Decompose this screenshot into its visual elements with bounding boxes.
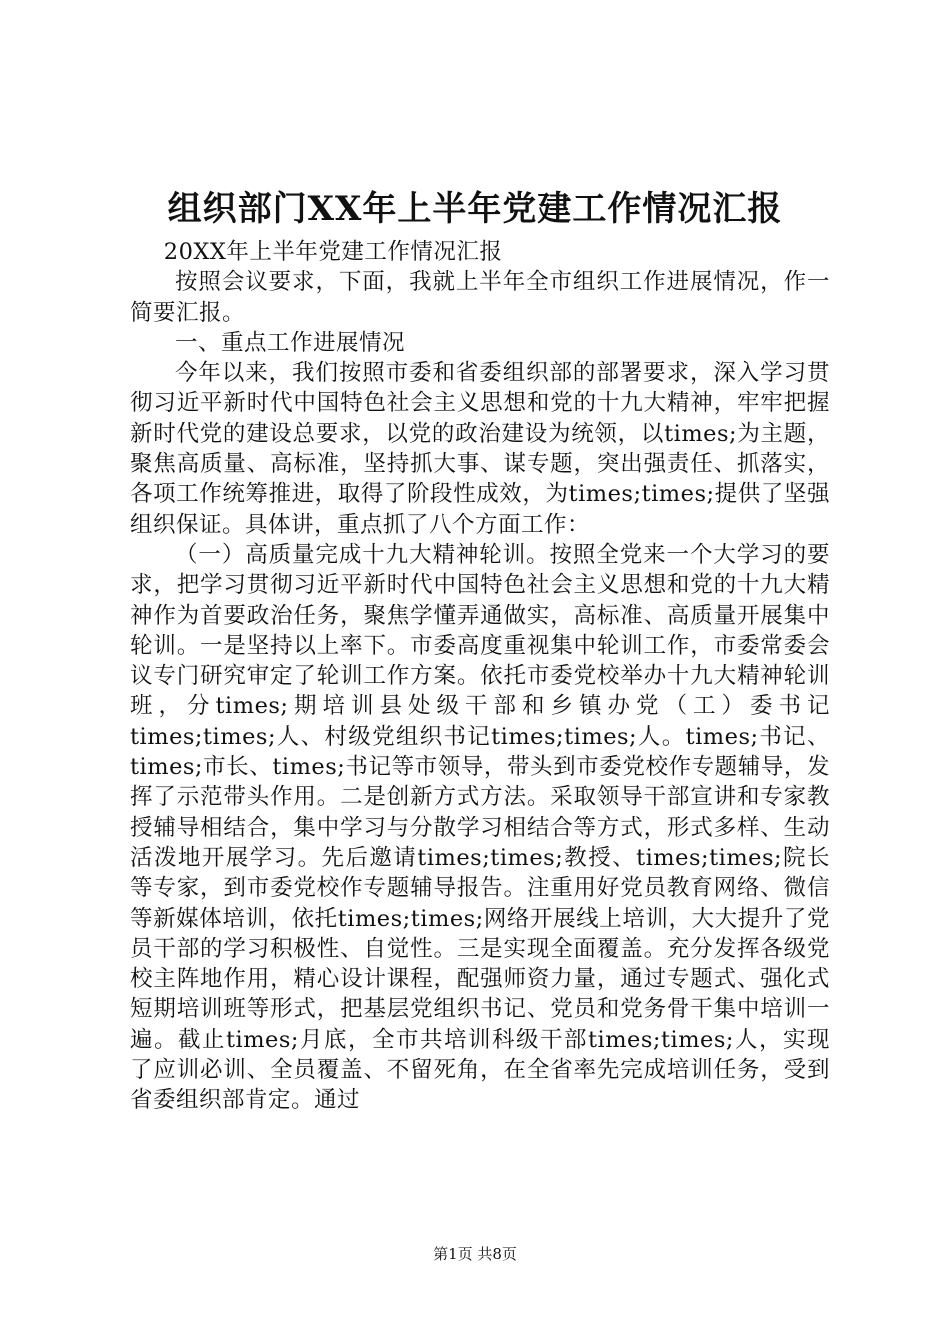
document-body xyxy=(130,237,830,1116)
section-heading: 一、重点工作进展情况 xyxy=(175,329,406,356)
page-number: 第1页 共8页 xyxy=(433,1245,517,1263)
paragraph: （一）高质量完成十九大精神轮训。按照全党来一个大学习的要求，把学习贯彻习近平新时代中国特色社会主义思想和党的十九大精神作为首要政治任务，聚焦学懂弄通做实，高标准、高质量开展集中轮训。一是坚持以上率下。市委高度重视集中轮训工作，市委常委会议专门研究审定了轮训工作方案。依托市委党校举办十九大精神轮训班，分times;期培训县处级干部和乡镇办党（工）委书记times;times;人、村级党组织书记times;times;人。times;书记、times;市长、times;书记等市领导，带头到市委党校作专题辅导，发挥了示范带头作用。二是创新方式方法。采取领导干部宣讲和专家教授辅导相结合，集中学习与分散学习相结合等方式，形式多样、生动活泼地开展学习。先后邀请times;times;教授、times;times;院长等专家，到市委党校作专题辅导报告。注重用好党员教育网络、微信等新媒体培训，依托times;times;网络开展线上培训，大大提升了党员干部的学习积极性、自觉性。三是实现全面覆盖。充分发挥各级党校主阵地作用，精心设计课程，配强师资力量，通过专题式、强化式短期培训班等形式，把基层党组织书记、党员和党务骨干集中培训一遍。截止times;月底，全市共培训科级干部times;times;人，实现了应训必训、全员覆盖、不留死角，在全省率先完成培训任务，受到省委组织部肯定。通过 xyxy=(130,541,830,1114)
document-title: 组织部门XX年上半年党建工作情况汇报 xyxy=(167,189,783,229)
paragraph: 按照会议要求，下面，我就上半年全市组织工作进展情况，作一简要汇报。 xyxy=(130,269,830,326)
document-subtitle: 20XX年上半年党建工作情况汇报 xyxy=(163,239,503,265)
paragraph: 今年以来，我们按照市委和省委组织部的部署要求，深入学习贯彻习近平新时代中国特色社会主义思想和党的十九大精神，牢牢把握新时代党的建设总要求，以党的政治建设为统领，以times;为主题，聚焦高质量、高标准，坚持抓大事、谋专题，突出强责任、抓落实，各项工作统筹推进，取得了阶段性成效，为times;times;提供了坚强组织保证。具体讲，重点抓了八个方面工作： xyxy=(130,360,830,538)
